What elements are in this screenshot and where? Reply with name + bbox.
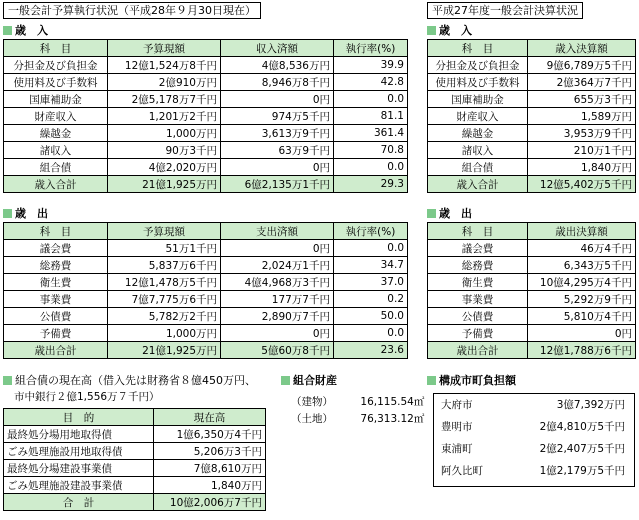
property-building-value: 16,115.54㎡ <box>360 396 425 408</box>
header-cell: 歳入決算額 <box>528 40 636 57</box>
total-row: 合 計 10億2,006万7千円 <box>4 494 266 511</box>
expenditure-section-label: 歳 出 <box>3 207 48 221</box>
list-item: 東浦町 2億2,407万5千円 <box>441 443 625 455</box>
revenue-table <box>3 39 408 193</box>
green-square-icon <box>3 26 12 35</box>
settled-expenditure-table <box>427 222 636 359</box>
header-cell: 歳出決算額 <box>528 223 636 240</box>
table-row: 諸収入 210万1千円 <box>428 142 636 159</box>
table-row: 総務費 5,837万6千円 2,024万1千円 34.7 <box>4 257 408 274</box>
table-header-row <box>4 40 408 57</box>
table-row: 財産収入 1,589万円 <box>428 108 636 125</box>
expenditure-table <box>3 222 408 359</box>
table-row: 予備費 1,000万円 0円 0.0 <box>4 325 408 342</box>
revenue-section-label: 歳 入 <box>3 24 48 38</box>
header-cell: 支出済額 <box>221 223 334 240</box>
table-row: 諸収入 90万3千円 63万9千円 70.8 <box>4 142 408 159</box>
table-row: 財産収入 1,201万2千円 974万5千円 81.1 <box>4 108 408 125</box>
header-cell: 執行率(%) <box>334 223 408 240</box>
header-cell: 科 目 <box>428 40 528 57</box>
property-land-label: （土地） <box>291 413 333 425</box>
property-section-label: 組合財産 <box>281 374 337 388</box>
green-square-icon <box>427 209 436 218</box>
table-row: 最終処分場建設事業債 7億8,610万円 <box>4 460 266 477</box>
settled-expenditure-section-label: 歳 出 <box>427 207 472 221</box>
table-row: 事業費 7億7,775万6千円 177万7千円 0.2 <box>4 291 408 308</box>
bonds-table <box>3 408 266 511</box>
property-building <box>291 395 424 409</box>
list-item: 豊明市 2億4,810万5千円 <box>441 421 625 433</box>
total-row: 歳入合計 21億1,925万円 6億2,135万1千円 29.3 <box>4 176 408 193</box>
header-cell: 科 目 <box>4 40 108 57</box>
table-row: 衛生費 10億4,295万4千円 <box>428 274 636 291</box>
table-header-row <box>4 223 408 240</box>
header-cell: 現在高 <box>154 409 266 426</box>
table-row: 使用料及び手数料 2億910万円 8,946万8千円 42.8 <box>4 74 408 91</box>
settlement-status-title: 平成27年度一般会計決算状況 <box>427 2 583 19</box>
green-square-icon <box>3 209 12 218</box>
table-row: ごみ処理施設用地取得債 5,206万3千円 <box>4 443 266 460</box>
table-row: 衛生費 12億1,478万5千円 4億4,968万3千円 37.0 <box>4 274 408 291</box>
green-square-icon <box>281 376 290 385</box>
table-header-row <box>428 40 636 57</box>
table-row: ごみ処理施設建設事業債 1,840万円 <box>4 477 266 494</box>
table-row: 繰越金 3,953万9千円 <box>428 125 636 142</box>
table-row: 分担金及び負担金 9億6,789万5千円 <box>428 57 636 74</box>
table-header-row <box>428 223 636 240</box>
table-row: 組合債 1,840万円 <box>428 159 636 176</box>
table-header-row <box>4 409 266 426</box>
table-row: 公債費 5,782万2千円 2,890万7千円 50.0 <box>4 308 408 325</box>
table-row: 国庫補助金 655万3千円 <box>428 91 636 108</box>
property-building-label: （建物） <box>291 396 333 408</box>
header-cell: 執行率(%) <box>334 40 408 57</box>
total-row: 歳入合計 12億5,402万5千円 <box>428 176 636 193</box>
table-row: 最終処分場用地取得債 1億6,350万4千円 <box>4 426 266 443</box>
table-row: 総務費 6,343万5千円 <box>428 257 636 274</box>
table-row: 組合債 4億2,020万円 0円 0.0 <box>4 159 408 176</box>
table-row: 議会費 46万4千円 <box>428 240 636 257</box>
green-square-icon <box>427 26 436 35</box>
header-cell: 予算現額 <box>108 40 221 57</box>
table-row: 事業費 5,292万9千円 <box>428 291 636 308</box>
settled-revenue-section-label: 歳 入 <box>427 24 472 38</box>
table-row: 予備費 0円 <box>428 325 636 342</box>
header-cell: 予算現額 <box>108 223 221 240</box>
list-item: 阿久比町 1億2,179万5千円 <box>441 465 625 477</box>
table-row: 議会費 51万1千円 0円 0.0 <box>4 240 408 257</box>
header-cell: 科 目 <box>428 223 528 240</box>
property-land-value: 76,313.12㎡ <box>360 413 425 425</box>
header-cell: 科 目 <box>4 223 108 240</box>
table-row: 繰越金 1,000万円 3,613万9千円 361.4 <box>4 125 408 142</box>
table-row: 国庫補助金 2億5,178万7千円 0円 0.0 <box>4 91 408 108</box>
header-cell: 目 的 <box>4 409 154 426</box>
bonds-section-label: 組合債の現在高（借入先は財務省８億450万円、 <box>3 374 256 388</box>
burden-box <box>433 393 635 487</box>
list-item: 大府市 3億7,392万円 <box>441 399 625 411</box>
total-row: 歳出合計 21億1,925万円 5億60万8千円 23.6 <box>4 342 408 359</box>
header-cell: 収入済額 <box>221 40 334 57</box>
table-row: 公債費 5,810万4千円 <box>428 308 636 325</box>
green-square-icon <box>3 376 12 385</box>
settled-revenue-table <box>427 39 636 193</box>
total-row: 歳出合計 12億1,788万6千円 <box>428 342 636 359</box>
property-land <box>291 412 424 426</box>
burden-section-label: 構成市町負担額 <box>427 374 516 388</box>
bonds-section-label-continued: 市中銀行２億1,556万７千円） <box>14 391 160 403</box>
table-row: 使用料及び手数料 2億364万7千円 <box>428 74 636 91</box>
table-row: 分担金及び負担金 12億1,524万8千円 4億8,536万円 39.9 <box>4 57 408 74</box>
green-square-icon <box>427 376 436 385</box>
budget-status-title: 一般会計予算執行状況（平成28年９月30日現在） <box>3 2 261 19</box>
